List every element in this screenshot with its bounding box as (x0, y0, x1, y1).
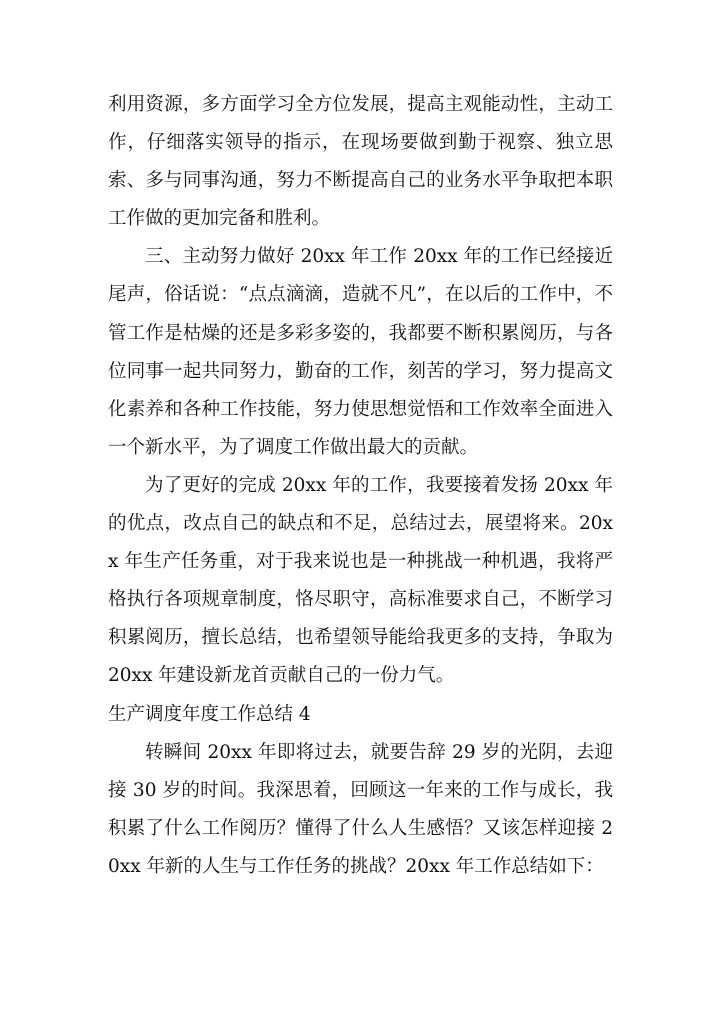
paragraph-year-review: 转瞬间 20xx 年即将过去，就要告辞 29 岁的光阴，去迎接 30 岁的时间。我深思着，回顾这一年来的工作与成长，我积累了什么工作阅历？懂得了什么人生感悟？又该怎样迎接 20xx 年新的人生与工作任务的挑战？20xx 年工作总结如下： (108, 741, 613, 877)
document-page (108, 86, 613, 886)
paragraph-resources: 利用资源，多方面学习全方位发展，提高主观能动性，主动工作，仔细落实领导的指示，在现场要做到勤于视察、独立思索、多与同事沟通，努力不断提高自己的业务水平争取把本职工作做的更加完备和胜利。 (108, 94, 613, 230)
paragraph-section-three: 三、主动努力做好 20xx 年工作 20xx 年的工作已经接近尾声，俗话说：“点点滴滴，造就不凡”，在以后的工作中，不管工作是枯燥的还是多彩多姿的，我都要不断积累阅历，与各位同事一起共同努力，勤奋的工作，刻苦的学习，努力提高文化素养和各种工作技能，努力使思想觉悟和工作效率全面进入一个新水平，为了调度工作做出最大的贡献。 (108, 246, 613, 458)
section-heading: 生产调度年度工作总结 4 (108, 703, 311, 725)
paragraph-better-completion: 为了更好的完成 20xx 年的工作，我要接着发扬 20xx 年的优点，改点自己的缺点和不足，总结过去，展望将来。20xx 年生产任务重，对于我来说也是一种挑战一种机遇，我将严格执行各项规章制度，恪尽职守，高标准要求自己，不断学习积累阅历，擅长总结，也希望领导能给我更多的支持，争取为 20xx 年建设新龙首贡献自己的一份力气。 (108, 474, 613, 687)
